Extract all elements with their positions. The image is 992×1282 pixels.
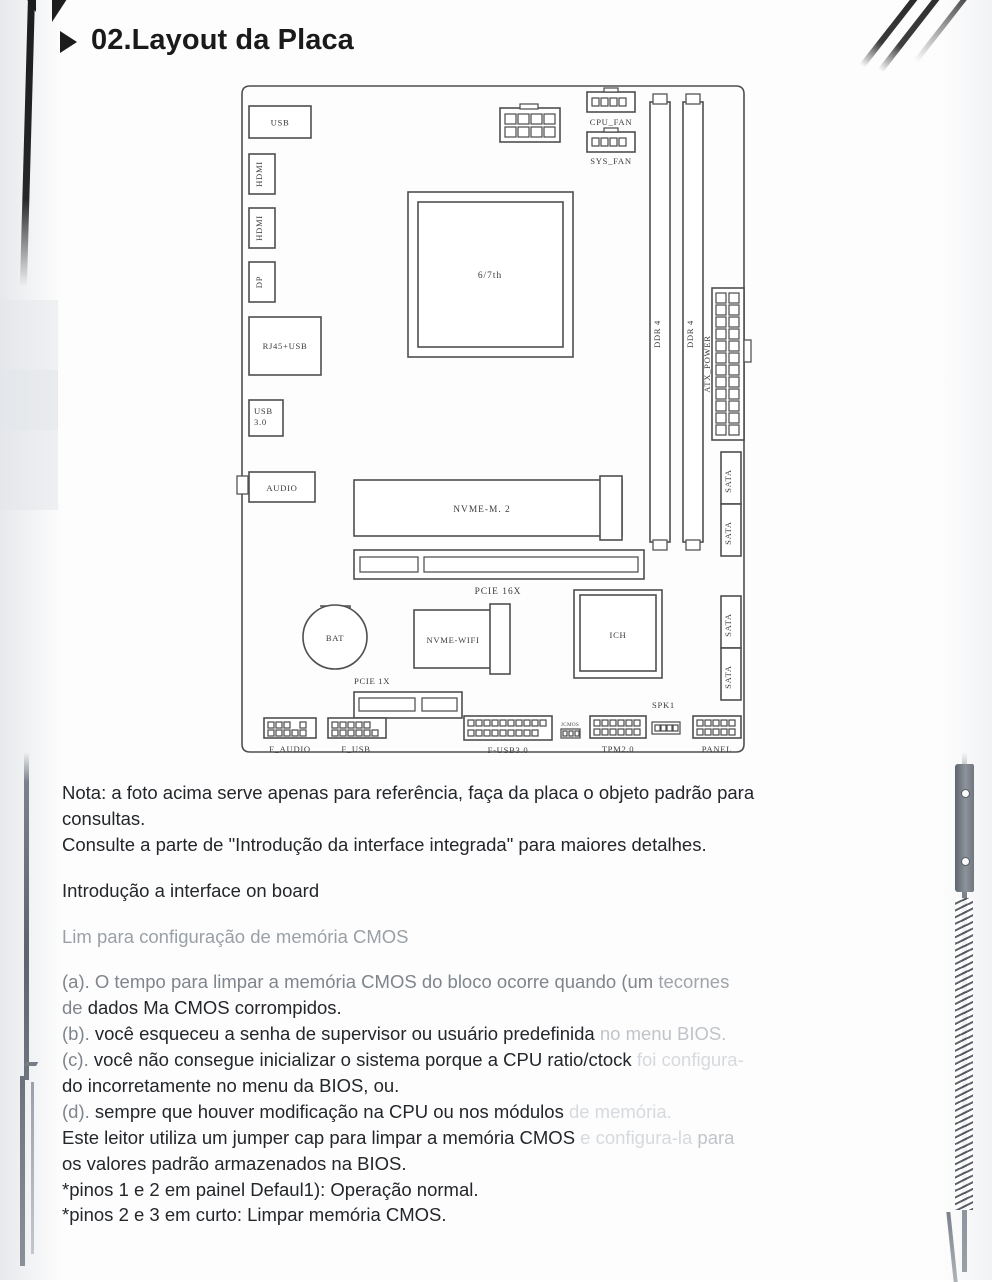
sys-fan-header xyxy=(587,128,635,152)
sata-port-3 xyxy=(721,596,741,648)
io-hdmi-1-label: HDMI xyxy=(254,161,264,187)
item-d-line xyxy=(62,1099,946,1125)
spk1-header xyxy=(652,722,680,734)
pcie-16x-slot xyxy=(354,550,644,579)
spk1-label: SPK1 xyxy=(652,700,675,710)
io-usb-label: USB xyxy=(270,117,290,128)
svg-text:SATA: SATA xyxy=(723,613,733,637)
nvme-m2-label: NVME-M. 2 xyxy=(453,505,511,515)
intro-heading: Introdução a interface on board xyxy=(62,879,320,901)
atx-power-label: ATX_POWER xyxy=(702,335,712,393)
pcie-1x-slot xyxy=(354,692,462,718)
item-c-body: você não consegue inicializar o sistema porque a CPU ratio/ctock xyxy=(88,1049,637,1071)
item-a-line-2 xyxy=(62,995,946,1021)
motherboard-layout-diagram xyxy=(232,82,754,762)
nvme-wifi-slot xyxy=(414,604,510,674)
f-audio-header xyxy=(264,718,316,738)
cpu-fan-header xyxy=(587,88,635,112)
item-d-lead: (d). xyxy=(62,1100,90,1122)
item-a-line-1 xyxy=(62,969,946,995)
tpm-header xyxy=(590,716,646,738)
nvme-m2-slot xyxy=(354,476,622,540)
item-c-line-2: do incorretamente no menu da BIOS, ou. xyxy=(62,1075,400,1097)
io-audio-tab xyxy=(237,476,248,494)
scan-band-upper xyxy=(0,300,58,370)
scan-band-lower xyxy=(0,370,58,430)
cpu-socket-label: 6/7th xyxy=(477,271,503,281)
spacer-3 xyxy=(62,949,946,969)
cpu-socket xyxy=(408,192,573,357)
item-b-faded: no menu BIOS. xyxy=(599,1023,727,1045)
memory-slot-1-label: DDR 4 xyxy=(652,319,662,349)
jcmos-jumper xyxy=(561,722,580,738)
pins-line-2: *pinos 2 e 3 em curto: Limpar memória CMOS. xyxy=(62,1204,447,1226)
battery-label: BAT xyxy=(325,633,345,643)
io-hdmi-2-label: HDMI xyxy=(254,215,264,241)
panel-header xyxy=(693,716,741,738)
f-usb-label: F_USB xyxy=(341,744,371,754)
body-text-block xyxy=(62,780,946,1228)
page-title xyxy=(60,24,354,57)
cmos-battery xyxy=(303,605,367,669)
panel-label: PANEL xyxy=(701,744,733,754)
page-title-text: 02.Layout da Placa xyxy=(91,24,354,56)
item-a-line-2-rest: dados Ma CMOS corrompidos. xyxy=(82,997,342,1019)
atx-power-connector xyxy=(712,288,751,440)
svg-text:SATA: SATA xyxy=(723,665,733,689)
closing-line-2: os valores padrão armazenados na BIOS. xyxy=(62,1152,407,1174)
nota-line-3: Consulte a parte de "Introdução da interface integrada" para maiores detalhes. xyxy=(62,833,707,855)
item-d-body: sempre que houver modificação na CPU ou nos módulos xyxy=(89,1100,569,1122)
sys-fan-label: SYS_FAN xyxy=(590,156,632,166)
item-a-line-2-lead: de xyxy=(62,997,83,1019)
cpu-fan-label: CPU_FAN xyxy=(589,117,633,127)
spacer-1 xyxy=(62,858,946,878)
scan-band-lower2 xyxy=(0,430,58,510)
f-usb30-label: F-USB3.0 xyxy=(487,745,529,755)
item-b-line xyxy=(62,1021,946,1047)
pcie-1x-label: PCIE 1X xyxy=(354,676,391,686)
cmos-heading: Lim para configuração de memória CMOS xyxy=(62,925,409,947)
nota-line-2: consultas. xyxy=(62,807,146,829)
atx-12v-connector xyxy=(500,104,560,142)
item-b-lead: (b). xyxy=(62,1023,90,1045)
memory-slot-2-label: DDR 4 xyxy=(685,319,695,349)
closing-faded: e configura-la xyxy=(580,1126,693,1148)
closing-tail: para xyxy=(692,1126,735,1148)
io-usb30-label-line1: USB xyxy=(254,406,273,416)
item-c-lead: (c). xyxy=(62,1049,89,1071)
f-usb-header xyxy=(328,718,386,738)
memory-slot-1 xyxy=(650,94,670,550)
chipset-ich xyxy=(574,590,662,678)
spacer-2 xyxy=(62,904,946,924)
triangle-right-icon xyxy=(60,31,77,53)
sata-port-4 xyxy=(721,648,741,700)
f-audio-label: F_AUDIO xyxy=(269,744,311,754)
io-rj45-usb-label: RJ45+USB xyxy=(262,341,308,351)
sata-port-1 xyxy=(721,452,741,504)
item-c-line-1 xyxy=(62,1047,946,1073)
closing-line-1 xyxy=(62,1125,946,1151)
pins-line-1: *pinos 1 e 2 em painel Defaul1): Operação normal. xyxy=(62,1178,479,1200)
io-dp-label: DP xyxy=(254,275,264,289)
closing-body: Este leitor utiliza um jumper cap para limpar a memória CMOS xyxy=(62,1126,581,1148)
jcmos-label: JCMOS xyxy=(560,722,580,728)
f-usb30-header xyxy=(464,716,552,740)
pcie-16x-label: PCIE 16X xyxy=(474,587,522,597)
memory-slot-2 xyxy=(683,94,703,550)
item-b-body: você esqueceu a senha de supervisor ou usuário predefinida xyxy=(89,1023,600,1045)
item-d-faded: de memória. xyxy=(568,1100,672,1122)
item-a-faded: tecornes xyxy=(658,971,730,993)
svg-text:SATA: SATA xyxy=(723,469,733,493)
item-a-lead: (a). O tempo para limpar a memória CMOS do bloco ocorre quando (um xyxy=(62,971,659,993)
nota-line-1: Nota: a foto acima serve apenas para referência, faça da placa o objeto padrão para xyxy=(62,782,755,803)
tpm-label: TPM2.0 xyxy=(601,744,635,754)
io-usb30-label-line2: 3.0 xyxy=(254,417,267,427)
item-c-faded: foi configura- xyxy=(636,1049,744,1071)
nvme-wifi-label: NVME-WIFI xyxy=(426,635,480,645)
sata-port-2 xyxy=(721,504,741,556)
chipset-label: ICH xyxy=(609,630,627,640)
io-audio-label: AUDIO xyxy=(266,483,298,493)
svg-text:SATA: SATA xyxy=(723,521,733,545)
